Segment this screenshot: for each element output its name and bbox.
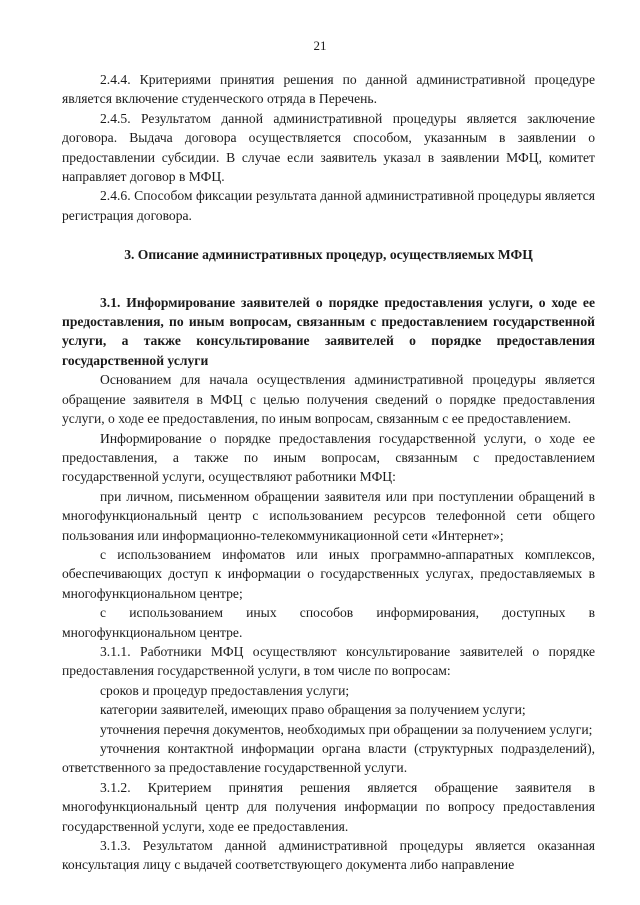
paragraph: 3.1.1. Работники МФЦ осуществляют консультирование заявителей о порядке предоставления государственной услуги, в том числе по вопросам:: [62, 643, 595, 679]
paragraph: категории заявителей, имеющих право обращения за получением услуги;: [100, 702, 526, 718]
paragraph: 3.1.2. Критерием принятия решения является обращение заявителя в многофункциональный центр для получения информации по вопросу предоставления государственной услуги, ходе ее предоставления.: [62, 779, 595, 834]
paragraph: при личном, письменном обращении заявителя или при поступлении обращений в многофункциональный центр с использованием ресурсов телефонной сети общего пользования или информационно-телекоммуникационной сети «Интернет»;: [62, 488, 595, 543]
section-heading: 3. Описание административных процедур, осуществляемых МФЦ: [124, 247, 533, 263]
paragraph: сроков и процедур предоставления услуги;: [100, 682, 350, 698]
page-content: [62, 70, 595, 875]
paragraph: с использованием иных способов информирования, доступных в многофункциональном центре.: [62, 605, 595, 640]
paragraph: 2.4.6. Способом фиксации результата данной административной процедуры является регистрация договора.: [62, 188, 595, 223]
page-number: 21: [313, 38, 327, 53]
paragraph: с использованием инфоматов или иных программно-аппаратных комплексов, обеспечивающих доступ к информации о государственных услугах, предоставляемых в многофункциональном центре;: [62, 546, 595, 601]
paragraph: уточнения контактной информации органа власти (структурных подразделений), ответственного за предоставление государственной услуги.: [62, 741, 595, 776]
paragraph: Информирование о порядке предоставления государственной услуги, о ходе ее предоставления, а также по иным вопросам, связанным с предоставлением государственной услуги, осуществляют работники МФЦ:: [62, 430, 595, 485]
paragraph: 3.1.3. Результатом данной административной процедуры является оказанная консультация лицу с выдачей соответствующего документа либо направление: [62, 838, 595, 873]
paragraph: 2.4.5. Результатом данной административной процедуры является заключение договора. Выдача договора осуществляется способом, указанным в заявлении о предоставлении субсидии. В случае если заявитель указал в заявлении МФЦ, комитет направляет договор в МФЦ.: [62, 110, 595, 185]
paragraph: 2.4.4. Критериями принятия решения по данной административной процедуре является включение студенческого отряда в Перечень.: [62, 72, 595, 107]
paragraph: уточнения перечня документов, необходимых при обращении за получением услуги;: [100, 721, 593, 737]
paragraph: Основанием для начала осуществления административной процедуры является обращение заявителя в МФЦ с целью получения сведений о порядке предоставления услуги, о ходе ее предоставления, по иным вопросам, связанным с ее предоставлением.: [62, 372, 595, 427]
subsection-heading: 3.1. Информирование заявителей о порядке предоставления услуги, о ходе ее предоставления, по иным вопросам, связанным с предоставлением государственной услуги, а также консультирование заявителей о порядке предоставления государственной услуги: [62, 294, 595, 368]
